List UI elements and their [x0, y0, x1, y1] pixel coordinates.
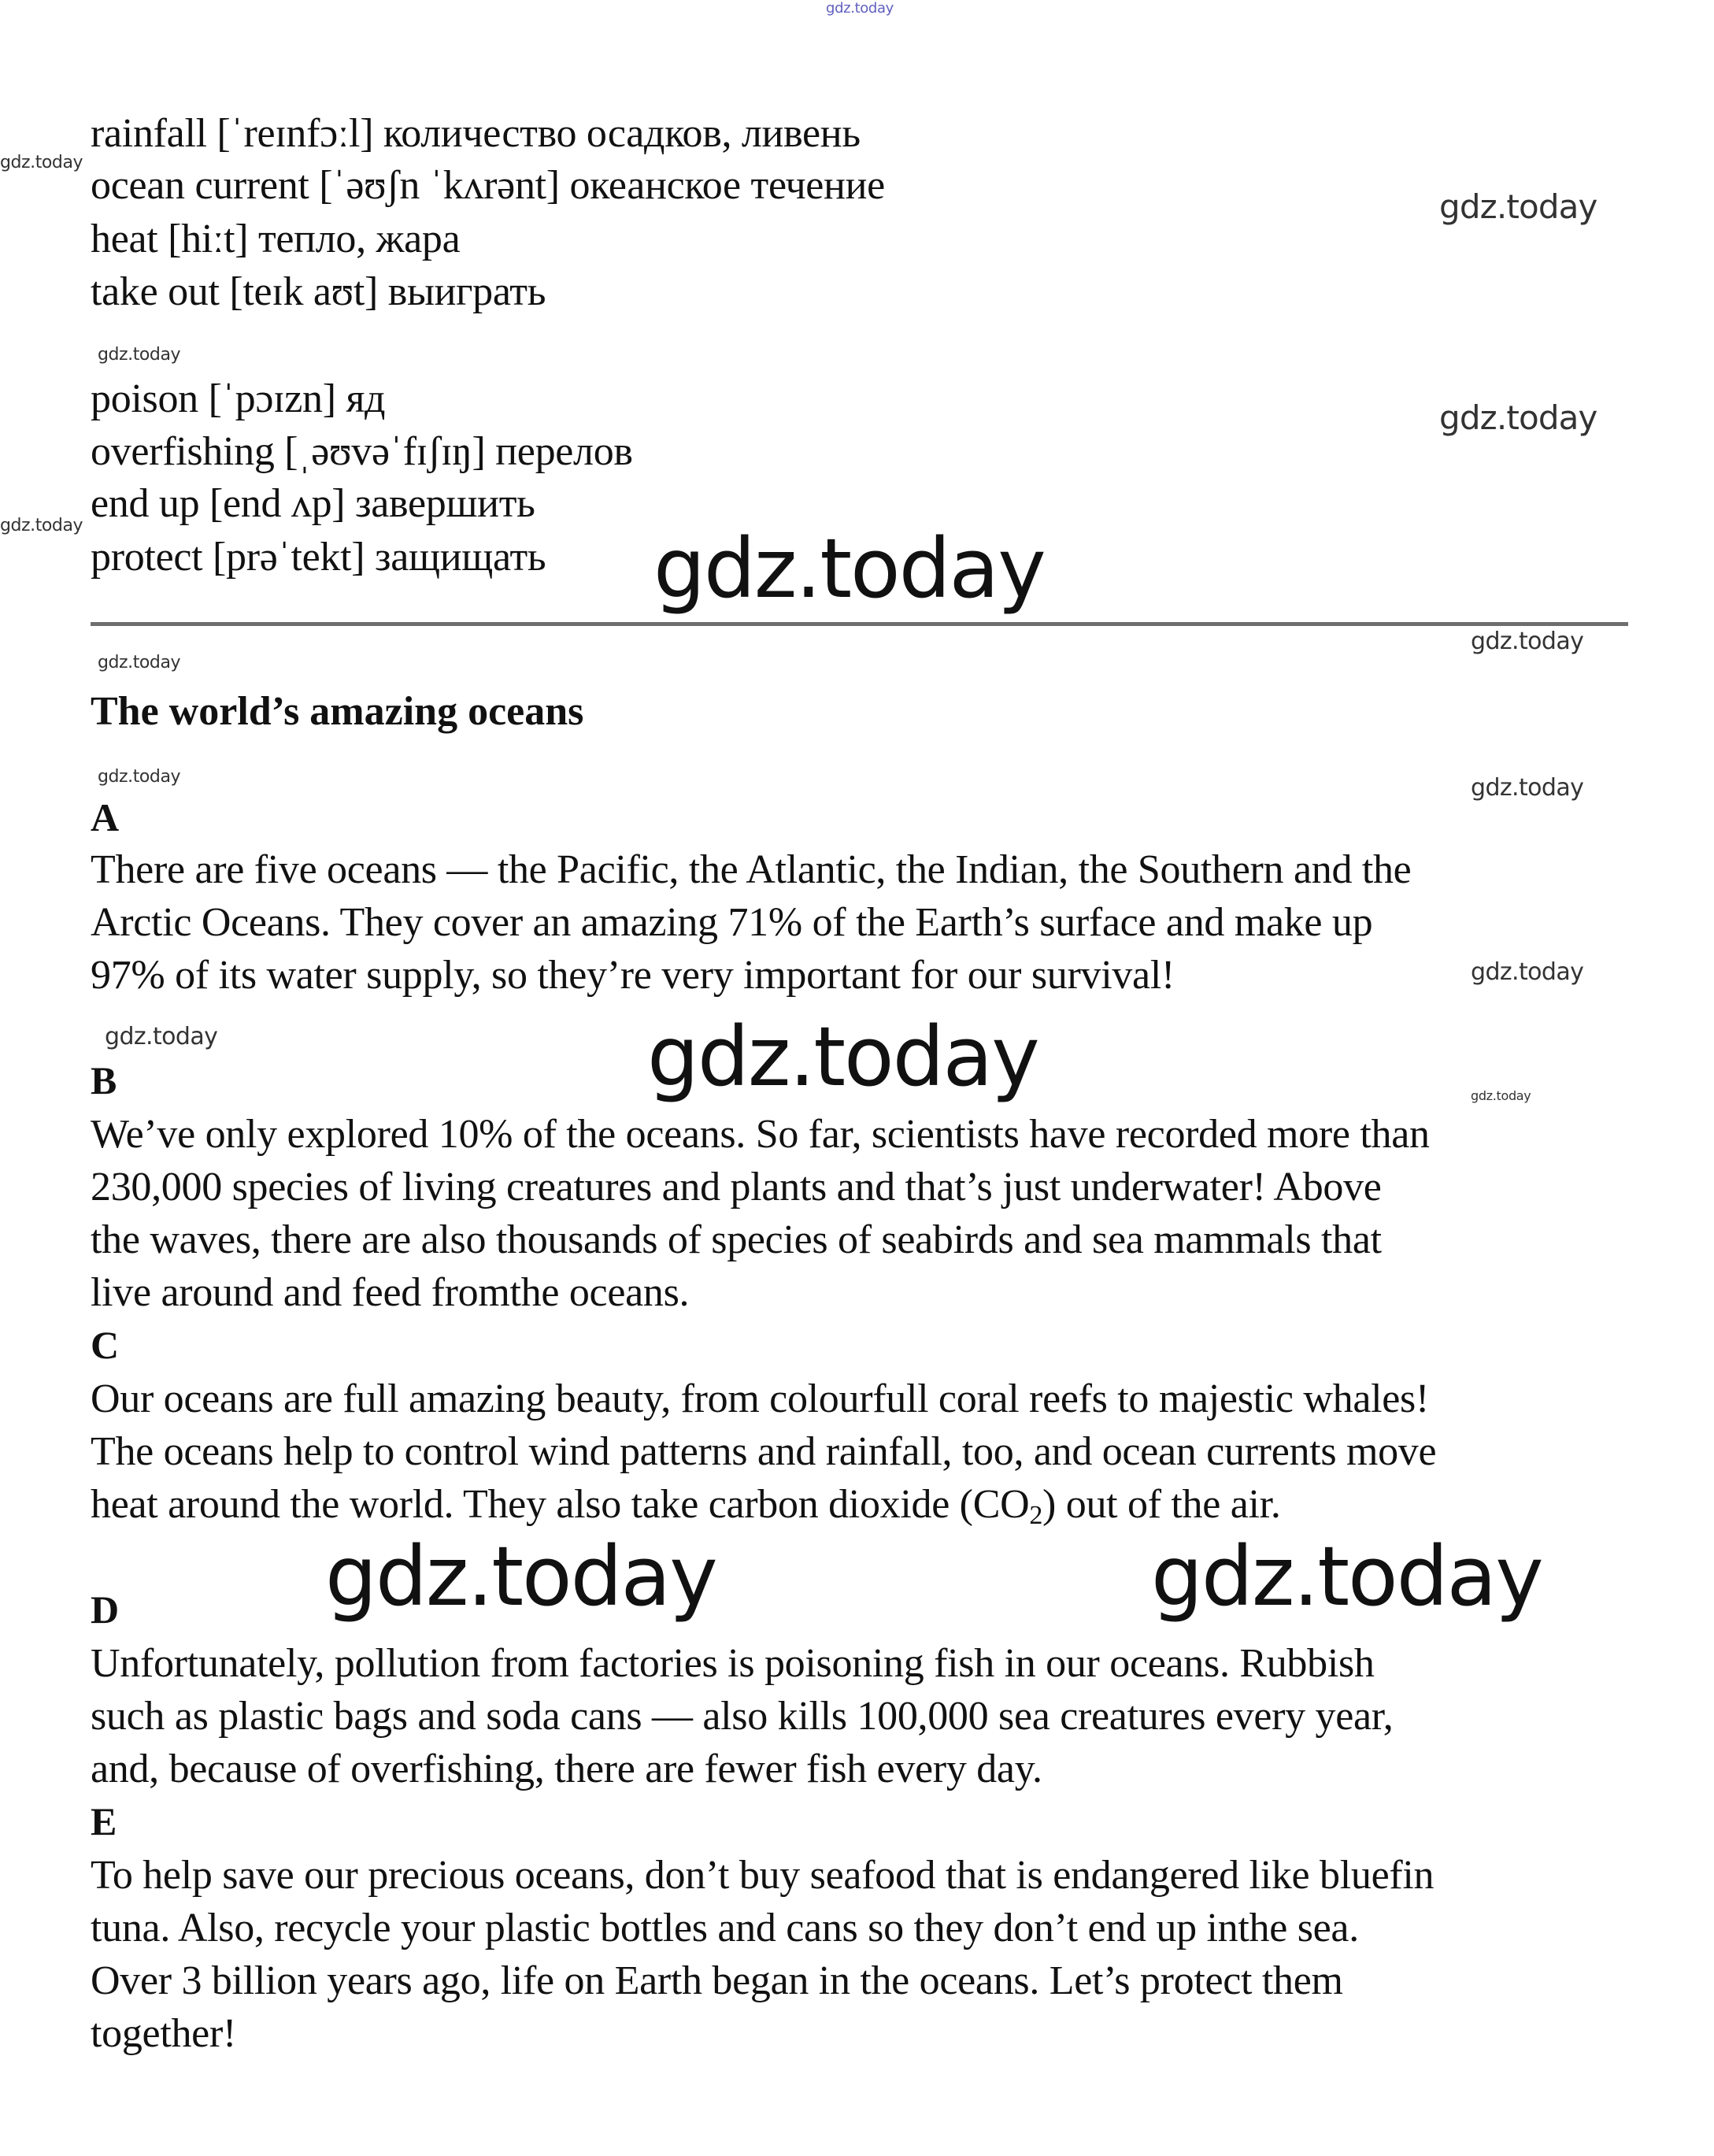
- watermark: gdz.today: [653, 520, 1045, 617]
- text-line: the waves, there are also thousands of species of seabirds and sea mammals that: [91, 1217, 1382, 1262]
- vocab-overfishing: overfishing [ˌəʊvəˈfɪʃɪŋ] перелов: [91, 429, 633, 474]
- article-title: The world’s amazing oceans: [91, 689, 584, 734]
- vocab-ocean-current: ocean current [ˈəʊʃn ˈkʌrənt] океанское течение: [91, 163, 885, 208]
- section-label-a: A: [91, 795, 120, 839]
- vocab-protect: protect [prəˈtekt] защищать: [91, 535, 546, 580]
- section-b-text: [91, 1108, 1430, 1319]
- text-line: and, because of overfishing, there are fewer fish every day.: [91, 1747, 1042, 1791]
- text-segment: heat around the world. They also take carbon dioxide (CO: [91, 1482, 1030, 1527]
- vocab-rainfall: rainfall [ˈreɪnfɔːl] количество осадков, ливень: [91, 111, 861, 156]
- watermark: gdz.today: [98, 653, 181, 672]
- watermark: gdz.today: [1471, 958, 1584, 986]
- watermark: gdz.today: [98, 345, 181, 365]
- text-line: We’ve only explored 10% of the oceans. So far, scientists have recorded more than: [91, 1112, 1430, 1157]
- text-line: Unfortunately, pollution from factories is poisoning fish in our oceans. Rubbish: [91, 1641, 1375, 1686]
- text-line: Over 3 billion years ago, life on Earth began in the oceans. Let’s protect them: [91, 1958, 1343, 2003]
- section-label-b: B: [91, 1058, 117, 1102]
- watermark: gdz.today: [0, 516, 83, 535]
- watermark: gdz.today: [826, 0, 894, 17]
- text-line: The oceans help to control wind patterns and rainfall, too, and ocean currents move: [91, 1429, 1437, 1474]
- text-line: Our oceans are full amazing beauty, from colourfull coral reefs to majestic whales!: [91, 1376, 1430, 1421]
- text-line: There are five oceans — the Pacific, the Atlantic, the Indian, the Southern and the: [91, 847, 1412, 892]
- watermark: gdz.today: [325, 1528, 716, 1624]
- divider: [91, 622, 1628, 626]
- text-line: 230,000 species of living creatures and plants and that’s just underwater! Above: [91, 1165, 1382, 1210]
- text-segment: ) out of the air.: [1042, 1482, 1281, 1527]
- vocab-take-out: take out [teɪk aʊt] выиграть: [91, 269, 546, 314]
- text-line: To help save our precious oceans, don’t buy seafood that is endangered like bluefin: [91, 1853, 1435, 1898]
- watermark: gdz.today: [105, 1023, 218, 1050]
- section-label-c: C: [91, 1323, 120, 1367]
- watermark: gdz.today: [1439, 187, 1597, 226]
- text-line: live around and feed fromthe oceans.: [91, 1270, 690, 1315]
- text-line: 97% of its water supply, so they’re very important for our survival!: [91, 953, 1175, 998]
- text-line: such as plastic bags and soda cans — also kills 100,000 sea creatures every year,: [91, 1694, 1394, 1739]
- watermark: gdz.today: [1151, 1528, 1542, 1624]
- vocab-end-up: end up [end ʌp] завершить: [91, 481, 535, 526]
- section-label-e: E: [91, 1799, 117, 1843]
- section-e-text: [91, 1849, 1434, 2060]
- text-line: [91, 1478, 1436, 1531]
- watermark: gdz.today: [98, 767, 181, 787]
- watermark: gdz.today: [1471, 1088, 1531, 1103]
- subscript: 2: [1029, 1501, 1043, 1530]
- vocab-poison: poison [ˈpɔɪzn] яд: [91, 376, 386, 421]
- watermark: gdz.today: [1471, 628, 1584, 655]
- watermark: gdz.today: [647, 1009, 1038, 1105]
- watermark: gdz.today: [1439, 398, 1597, 437]
- section-a-text: [91, 843, 1411, 1002]
- text-line: tuna. Also, recycle your plastic bottles and cans so they don’t end up inthe sea.: [91, 1906, 1359, 1950]
- section-d-text: [91, 1637, 1393, 1795]
- watermark: gdz.today: [1471, 774, 1584, 802]
- section-c-text: [91, 1373, 1436, 1531]
- section-label-d: D: [91, 1587, 120, 1632]
- text-line: Arctic Oceans. They cover an amazing 71% of the Earth’s surface and make up: [91, 900, 1373, 945]
- text-line: together!: [91, 2011, 236, 2056]
- watermark: gdz.today: [0, 153, 83, 172]
- vocab-heat: heat [hiːt] тепло, жара: [91, 217, 461, 261]
